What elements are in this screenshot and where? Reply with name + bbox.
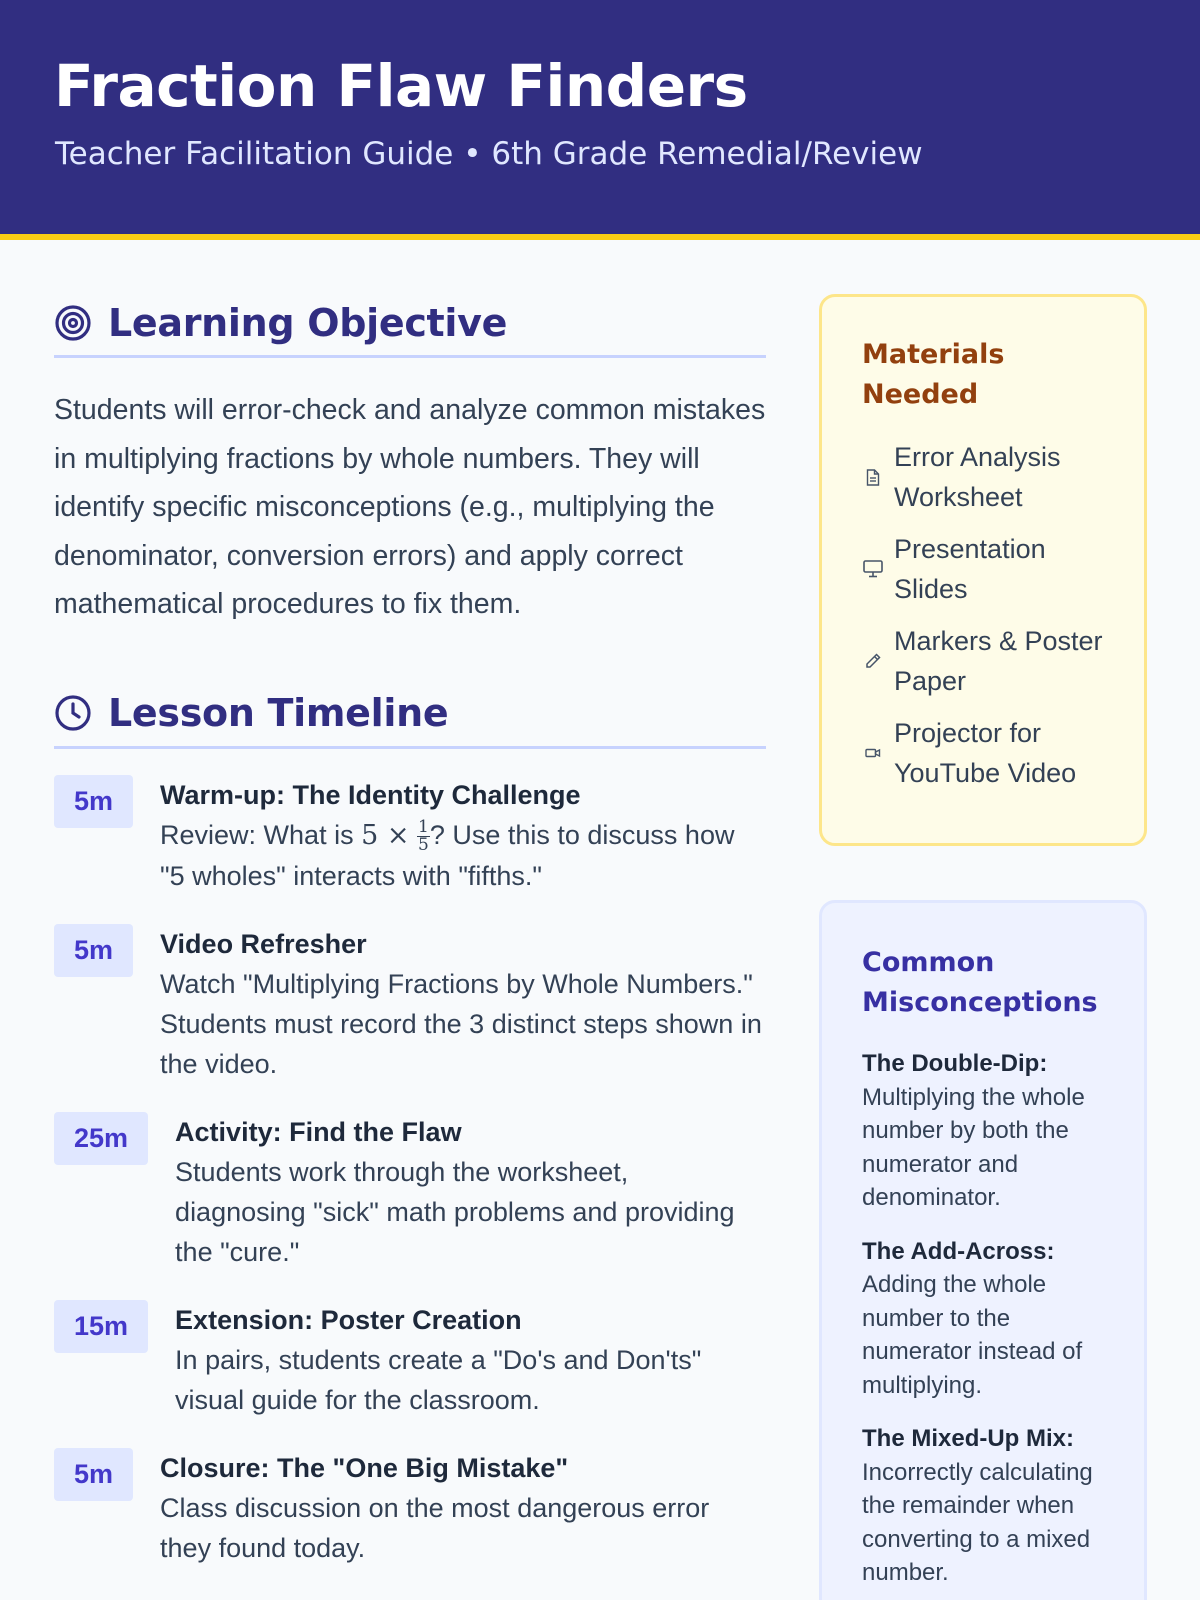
materials-item-label: Projector for YouTube Video — [894, 718, 1077, 788]
misconception-item — [862, 1235, 1104, 1403]
timeline-item-description: In pairs, students create a "Do's and Don'ts" visual guide for the classroom. — [175, 1344, 702, 1415]
misconceptions-card — [819, 900, 1147, 1600]
page-title: Fraction Flaw Finders — [54, 52, 748, 120]
objective-text: Students will error-check and analyze common mistakes in multiplying fractions by whole numbers. They will identify specific misconceptions (e.g., multiplying the denominator, conversion errors) and apply correct mathematical procedures to fix them. — [54, 394, 766, 620]
duration-badge: 5m — [54, 924, 133, 977]
timeline-item-description: Review: What is 5 × $\frac{1}{5}$ ? Use this to discuss how "5 wholes" interacts with "fifths." — [160, 816, 735, 891]
materials-card — [819, 294, 1147, 846]
materials-item-label: Error Analysis Worksheet — [894, 442, 1061, 512]
target-icon — [54, 304, 92, 342]
timeline-item — [54, 775, 766, 896]
misconception-text: Multiplying the whole number by both the numerator and denominator. — [862, 1083, 1085, 1211]
objective-heading-text: Learning Objective — [108, 300, 508, 345]
monitor-icon — [862, 558, 884, 580]
misconception-title: The Add-Across: — [862, 1237, 1055, 1265]
timeline-item — [54, 1300, 766, 1420]
materials-list — [862, 437, 1104, 793]
materials-item-label: Presentation Slides — [894, 534, 1046, 604]
timeline-item-description: Class discussion on the most dangerous error they found today. — [160, 1492, 710, 1563]
misconception-title: The Double-Dip: — [862, 1050, 1048, 1077]
math-expression: 5 × — [361, 819, 410, 851]
duration-badge: 5m — [54, 775, 133, 828]
materials-item — [862, 437, 1104, 517]
timeline-item-description: Students work through the worksheet, diagnosing "sick" math problems and providing the "cure." — [175, 1156, 735, 1267]
timeline-item — [54, 1448, 766, 1568]
page-header — [0, 0, 1200, 240]
misconception-text: Incorrectly calculating the remainder when converting to a mixed number. — [862, 1458, 1093, 1586]
misconception-title: The Mixed-Up Mix: — [862, 1425, 1075, 1452]
timeline-item — [54, 1112, 766, 1272]
timeline-item-description: Watch "Multiplying Fractions by Whole Numbers." Students must record the 3 distinct steps shown in the video. — [160, 968, 762, 1079]
pencil-icon — [862, 650, 884, 672]
timeline-item-title: Warm-up: The Identity Challenge — [160, 779, 581, 810]
page-subtitle: Teacher Facilitation Guide • 6th Grade Remedial/Review — [55, 136, 923, 172]
clock-icon — [54, 694, 92, 732]
misconceptions-list — [862, 1047, 1104, 1590]
materials-heading: Materials Needed — [862, 339, 1005, 410]
video-icon — [862, 742, 884, 764]
misconception-item — [862, 1422, 1104, 1590]
materials-item — [862, 621, 1104, 701]
duration-badge: 15m — [54, 1300, 148, 1353]
materials-item-label: Markers & Poster Paper — [894, 626, 1103, 696]
duration-badge: 25m — [54, 1112, 148, 1165]
misconception-item — [862, 1047, 1104, 1215]
timeline-item-title: Activity: Find the Flaw — [175, 1116, 462, 1147]
misconceptions-heading: Common Misconceptions — [862, 947, 1098, 1018]
timeline-heading — [54, 681, 766, 749]
timeline-item-title: Video Refresher — [160, 928, 367, 959]
lesson-timeline — [54, 775, 766, 1568]
objective-heading — [54, 290, 766, 358]
materials-item — [862, 529, 1104, 609]
materials-item — [862, 713, 1104, 793]
document-icon — [862, 466, 884, 488]
misconception-text: Adding the whole number to the numerator instead of multiplying. — [862, 1271, 1083, 1399]
timeline-heading-text: Lesson Timeline — [108, 691, 449, 735]
timeline-item-title: Extension: Poster Creation — [175, 1304, 522, 1335]
timeline-item-title: Closure: The "One Big Mistake" — [160, 1452, 569, 1483]
main-content — [54, 290, 766, 1596]
fraction: $\frac{1}{5}$ — [418, 816, 429, 855]
duration-badge: 5m — [54, 1448, 133, 1501]
timeline-item — [54, 924, 766, 1084]
